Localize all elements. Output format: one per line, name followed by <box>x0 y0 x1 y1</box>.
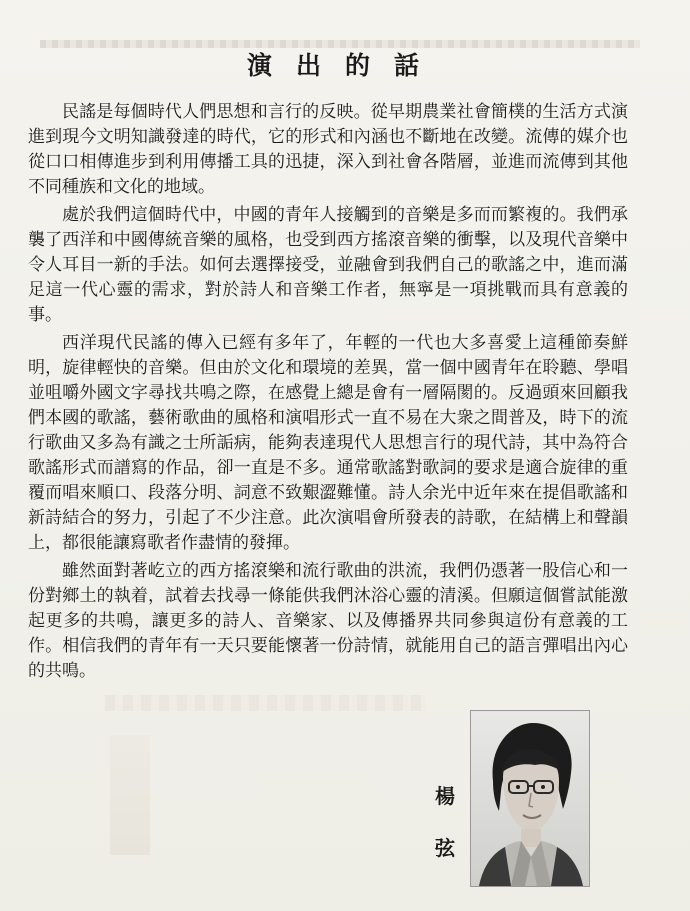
author-photo <box>470 710 590 887</box>
bleed-through-text <box>105 695 425 711</box>
author-signature: 楊弦 <box>435 784 455 860</box>
paragraph-4: 雖然面對著屹立的西方搖滾樂和流行歌曲的洪流，我們仍憑著一股信心和一份對鄉土的執着，試着去找尋一條能供我們沐浴心靈的清溪。但願這個嘗試能激起更多的共鳴，讓更多的詩人、音樂家、以及傳播界共同參與這份有意義的工作。相信我們的青年有一天只要能懷著一份詩情，就能用自己的語言彈唱出內心的共鳴。 <box>28 561 628 681</box>
portrait-image <box>471 711 589 886</box>
page-title: 演出的話 <box>246 51 443 80</box>
paragraph-3: 西洋現代民謠的傳入已經有多年了，年輕的一代也大多喜愛上這種節奏鮮明，旋律輕快的音樂。但由於文化和環境的差異，當一個中國青年在聆聽、學唱並咀嚼外國文字尋找共鳴之際，在感覺上總是會有一層隔閡的。反過頭來回顧我們本國的歌謠，藝術歌曲的風格和演唱形式一直不易在大衆之間普及，時下的流行歌曲又多為有識之士所詬病，能夠表達現代人思想言行的現代詩，其中為符合歌謠形式而譜寫的作品，卻一直是不多。通常歌謠對歌詞的要求是適合旋律的重覆而唱來順口、段落分明、詞意不致艱澀難懂。詩人余光中近年來在提倡歌謠和新詩結合的努力，引起了不少注意。此次演唱會所發表的詩歌，在結構上和聲韻上，都很能讓寫歌者作盡情的發揮。 <box>28 333 628 553</box>
paragraph-1: 民謠是每個時代人們思想和言行的反映。從早期農業社會簡樸的生活方式演進到現今文明知識發達的時代，它的形式和內涵也不斷地在改變。流傳的媒介也從口口相傳進步到利用傳播工具的迅捷，深入到社會各階層，並進而流傳到其他不同種族和文化的地域。 <box>28 102 628 197</box>
article-body <box>28 100 628 687</box>
paragraph-2: 處於我們這個時代中，中國的青年人接觸到的音樂是多而而繁複的。我們承襲了西洋和中國傳統音樂的風格，也受到西方搖滾音樂的衝擊，以及現代音樂中令人耳目一新的手法。如何去選擇接受，並融會到我們自己的歌謠之中，進而滿足這一代心靈的需求，對於詩人和音樂工作者，無寧是一項挑戰而具有意義的事。 <box>28 205 628 325</box>
bleed-through-image <box>110 735 150 855</box>
